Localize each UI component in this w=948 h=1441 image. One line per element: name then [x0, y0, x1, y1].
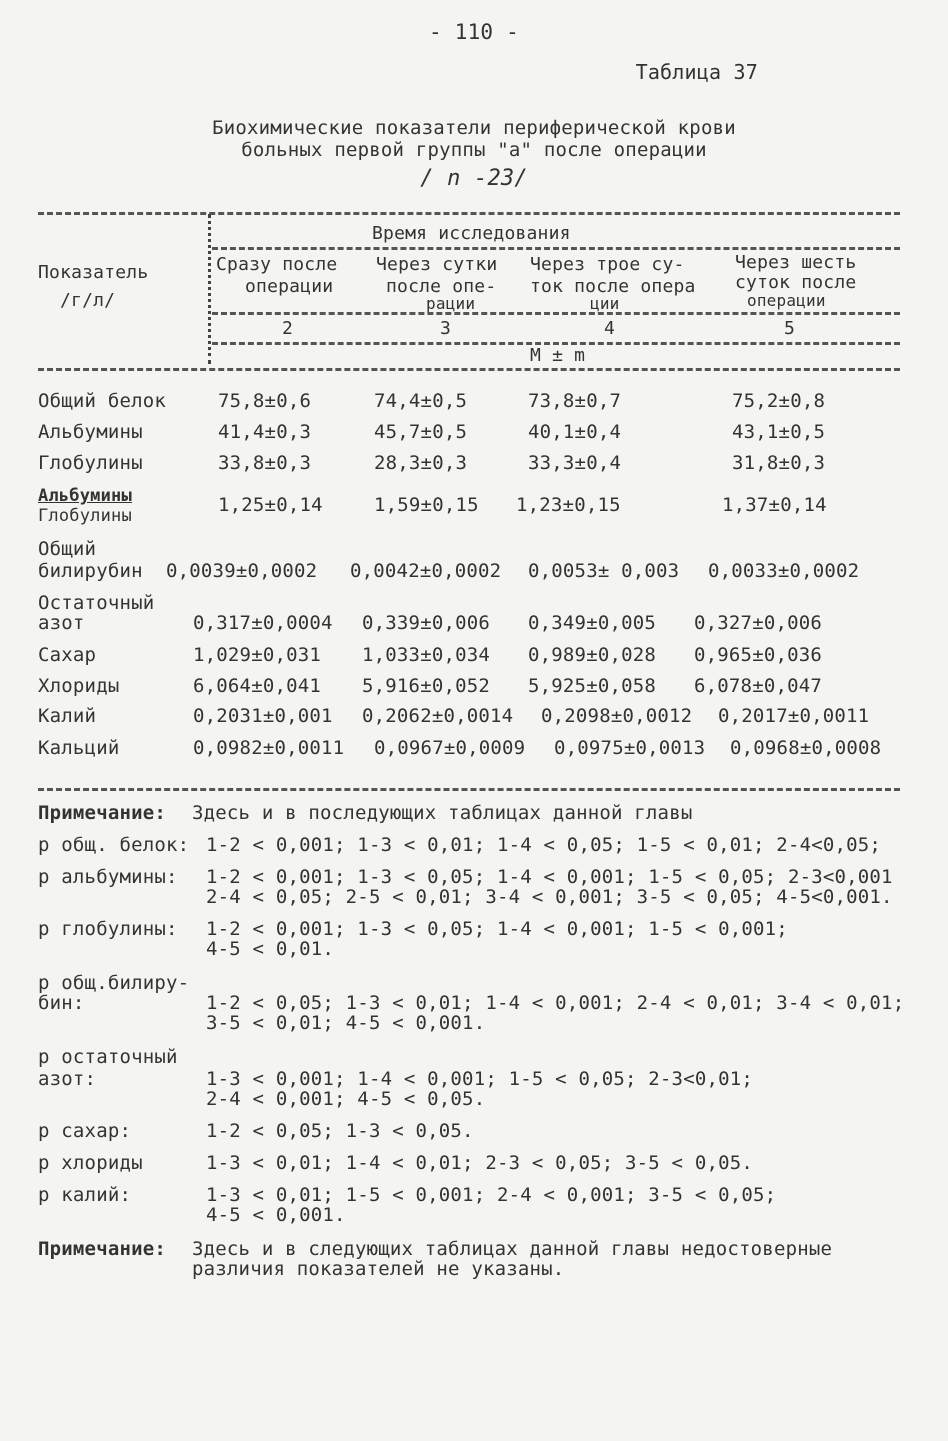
table-row [38, 390, 908, 420]
p-bilirubin-values-2: 3-5 < 0,01; 4-5 < 0,001. [206, 1012, 486, 1034]
cell-col2: 0,317±0,0004 [193, 612, 333, 634]
row-label-2: азот [38, 612, 85, 634]
cell-col5: 0,0968±0,0008 [730, 737, 882, 759]
cell-col3: 45,7±0,5 [374, 421, 468, 443]
note-1-text: Здесь и в последующих таблицах данной главы [192, 802, 693, 824]
indicator-unit: /г/л/ [60, 290, 116, 311]
p-albumin-label: р альбумины: [38, 866, 178, 888]
cell-col4: 0,349±0,005 [528, 612, 657, 634]
row-label-2: билирубин [38, 560, 143, 582]
cell-col3: 0,2062±0,0014 [362, 705, 514, 727]
row-label: Сахар [38, 644, 97, 666]
p-potassium-values-2: 4-5 < 0,001. [206, 1204, 346, 1226]
header-bottom-rule [38, 368, 900, 371]
p-chlorides-values: 1-3 < 0,01; 1-4 < 0,01; 2-3 < 0,05; 3-5 < 0,05. [206, 1152, 754, 1174]
p-total-protein-label: р общ. белок: [38, 834, 190, 856]
title-line-3: / n -23/ [420, 166, 528, 191]
table-row [38, 737, 908, 767]
col-num-5: 5 [784, 318, 796, 339]
cell-col3: 74,4±0,5 [374, 390, 468, 412]
col4-header-2: ток после опера [530, 276, 696, 297]
row-label-denominator: Глобулины [38, 506, 132, 526]
row-label: Общий белок [38, 390, 167, 412]
table-row [38, 538, 908, 588]
cell-col3: 0,339±0,006 [362, 612, 491, 634]
cell-col2: 0,0039±0,0002 [166, 560, 318, 582]
p-sugar-values: 1-2 < 0,05; 1-3 < 0,05. [206, 1120, 474, 1142]
p-total-protein-values: 1-2 < 0,001; 1-3 < 0,01; 1-4 < 0,05; 1-5 < 0,01; 2-4<0,05; [206, 834, 882, 856]
row-label: Глобулины [38, 452, 143, 474]
cell-col4: 5,925±0,058 [528, 675, 657, 697]
table-label: Таблица 37 [635, 60, 758, 84]
p-nitrogen-values-2: 2-4 < 0,001; 4-5 < 0,05. [206, 1088, 486, 1110]
p-bilirubin-values-1: 1-2 < 0,05; 1-3 < 0,01; 1-4 < 0,001; 2-4 < 0,01; 3-4 < 0,01; [206, 992, 905, 1014]
table-top-rule [38, 212, 900, 215]
p-chlorides-label: р хлориды [38, 1152, 143, 1174]
cell-col5: 0,327±0,006 [694, 612, 823, 634]
row-label: Кальций [38, 737, 120, 759]
cell-col2: 75,8±0,6 [218, 390, 312, 412]
table-row [38, 452, 908, 482]
row-label: Калий [38, 705, 97, 727]
cell-col4: 0,0053± 0,003 [528, 560, 680, 582]
table-row [38, 592, 908, 642]
col2-header-2: операции [245, 276, 334, 297]
col-num-2: 2 [282, 318, 294, 339]
table-row [38, 644, 908, 674]
page-number: - 110 - [429, 20, 519, 44]
cell-col4: 40,1±0,4 [528, 421, 622, 443]
col2-header-1: Сразу после [216, 254, 338, 275]
col5-header-1: Через шесть [735, 252, 857, 273]
p-albumin-values-2: 2-4 < 0,05; 2-5 < 0,01; 3-4 < 0,001; 3-5 < 0,05; 4-5<0,001. [206, 886, 893, 908]
cell-col5: 1,37±0,14 [722, 494, 827, 516]
cell-col3: 1,59±0,15 [374, 494, 479, 516]
note-2-line-1: Здесь и в следующих таблицах данной главы недостоверные [192, 1238, 833, 1260]
cell-col5: 31,8±0,3 [732, 452, 826, 474]
cell-col3: 5,916±0,052 [362, 675, 491, 697]
p-globulin-values-2: 4-5 < 0,01. [206, 938, 335, 960]
note-1-heading: Примечание: [38, 802, 167, 824]
col3-header-1: Через сутки [376, 254, 498, 275]
stat-label: M ± m [530, 345, 586, 366]
row-label: Общий [38, 538, 97, 560]
header-vertical-rule [208, 214, 211, 364]
row-label: Хлориды [38, 675, 120, 697]
cell-col2: 0,2031±0,001 [193, 705, 333, 727]
note-2-heading: Примечание: [38, 1238, 167, 1260]
cell-col5: 6,078±0,047 [694, 675, 823, 697]
cell-col3: 1,033±0,034 [362, 644, 491, 666]
p-globulin-label: р глобулины: [38, 918, 178, 940]
p-bilirubin-label-2: бин: [38, 992, 85, 1014]
p-nitrogen-values-1: 1-3 < 0,001; 1-4 < 0,001; 1-5 < 0,05; 2-3<0,01; [206, 1068, 754, 1090]
cell-col2: 1,25±0,14 [218, 494, 323, 516]
col4-header-1: Через трое су- [530, 254, 685, 275]
cell-col4: 0,989±0,028 [528, 644, 657, 666]
table-row [38, 675, 908, 705]
table-row [38, 421, 908, 451]
cell-col5: 0,0033±0,0002 [708, 560, 860, 582]
col-num-4: 4 [604, 318, 616, 339]
p-albumin-values-1: 1-2 < 0,001; 1-3 < 0,05; 1-4 < 0,001; 1-5 < 0,05; 2-3<0,001 [206, 866, 893, 888]
indicator-header: Показатель [38, 262, 149, 283]
cell-col4: 0,0975±0,0013 [554, 737, 706, 759]
p-bilirubin-label-1: р общ.билиру- [38, 972, 190, 994]
cell-col2: 33,8±0,3 [218, 452, 312, 474]
cell-col5: 0,2017±0,0011 [718, 705, 870, 727]
col3-header-2: после опе- [386, 276, 497, 297]
cell-col5: 75,2±0,8 [732, 390, 826, 412]
cell-col5: 43,1±0,5 [732, 421, 826, 443]
cell-col3: 0,0042±0,0002 [350, 560, 502, 582]
col5-header-2: суток после [735, 272, 857, 293]
p-potassium-values-1: 1-3 < 0,01; 1-5 < 0,001; 2-4 < 0,001; 3-5 < 0,05; [206, 1184, 777, 1206]
table-row [38, 705, 908, 735]
row-label: Остаточный [38, 592, 155, 614]
table-bottom-rule [38, 788, 900, 791]
column-number-rule [212, 312, 900, 315]
p-sugar-label: р сахар: [38, 1120, 132, 1142]
cell-col4: 33,3±0,4 [528, 452, 622, 474]
title-line-1: Биохимические показатели периферической крови [212, 117, 736, 139]
cell-col2: 41,4±0,3 [218, 421, 312, 443]
row-label: Альбумины [38, 421, 143, 443]
title-line-2: больных первой группы "а" после операции [241, 139, 707, 161]
cell-col3: 28,3±0,3 [374, 452, 468, 474]
p-globulin-values-1: 1-2 < 0,001; 1-3 < 0,05; 1-4 < 0,001; 1-5 < 0,001; [206, 918, 788, 940]
time-header-rule [212, 247, 900, 250]
row-label-numerator: Альбумины [38, 486, 132, 506]
col4-header-3: ции [590, 294, 620, 313]
col5-header-3: операции [747, 291, 826, 310]
cell-col4: 0,2098±0,0012 [541, 705, 693, 727]
cell-col3: 0,0967±0,0009 [374, 737, 526, 759]
cell-col2: 6,064±0,041 [193, 675, 322, 697]
time-header: Время исследования [372, 223, 571, 244]
cell-col4: 73,8±0,7 [528, 390, 622, 412]
table-row [38, 486, 908, 530]
col-num-3: 3 [440, 318, 452, 339]
cell-col5: 0,965±0,036 [694, 644, 823, 666]
p-potassium-label: р калий: [38, 1184, 132, 1206]
col3-header-3: рации [426, 294, 476, 313]
cell-col2: 0,0982±0,0011 [193, 737, 345, 759]
p-nitrogen-label-1: р остаточный [38, 1046, 178, 1068]
p-nitrogen-label-2: азот: [38, 1068, 97, 1090]
cell-col2: 1,029±0,031 [193, 644, 322, 666]
cell-col4: 1,23±0,15 [516, 494, 621, 516]
note-2-line-2: различия показателей не указаны. [192, 1258, 565, 1280]
